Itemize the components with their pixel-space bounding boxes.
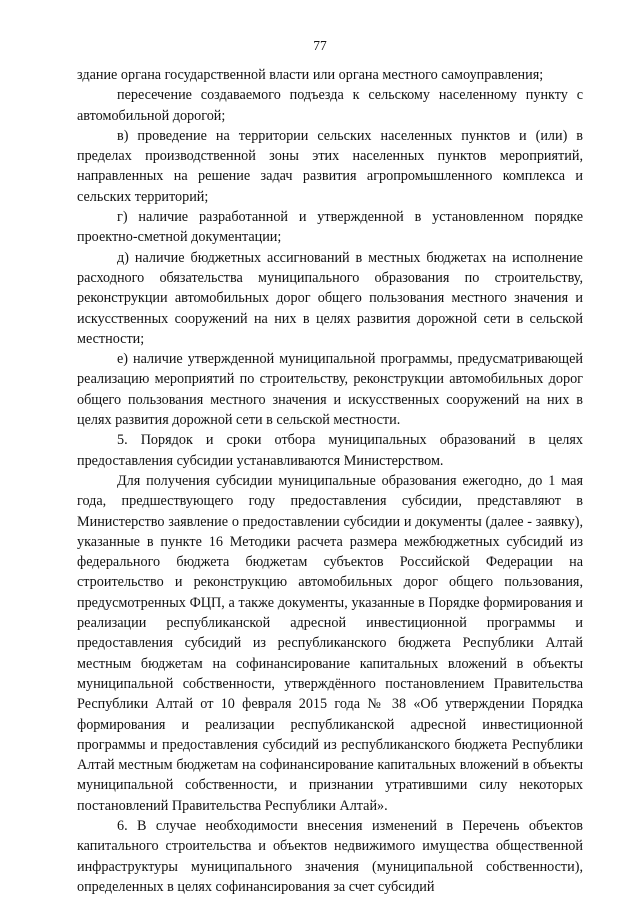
paragraph: 5. Порядок и сроки отбора муниципальных образований в целях предоставления субсидии устанавливаются Министерством.	[77, 432, 583, 469]
page-number: 77	[313, 38, 327, 53]
paragraph: е) наличие утвержденной муниципальной программы, предусматривающей реализацию мероприятий по строительству, реконструкции автомобильных дорог общего пользования местного значения и искусственных сооружений на них в целях развития дорожной сети в сельской местности.	[77, 351, 583, 429]
paragraph: Для получения субсидии муниципальные образования ежегодно, до 1 мая года, предшествующего году предоставления субсидии, представляют в Министерство заявление о предоставлении субсидии и документы (далее - заявку), указанные в пункте 16 Методики расчета размера межбюджетных субсидий из федерального бюджета бюджетам субъектов Российской Федерации на строительство и реконструкцию автомобильных дорог общего пользования, предусмотренных ФЦП, а также документы, указанные в Порядке формирования и реализации республиканской адресной инвестиционной программы и предоставления субсидий из республиканского бюджета Республики Алтай местным бюджетам на софинансирование капитальных вложений в объекты муниципальной собственности, утверждённого постановлением Правительства Республики Алтай от 10 февраля 2015 года № 38 «Об утверждении Порядка формирования и реализации республиканской адресной инвестиционной программы и предоставления субсидий из республиканского бюджета Республики Алтай местным бюджетам на софинансирование капитальных вложений в объекты муниципальной собственности, и признании утратившими силу некоторых постановлений Правительства Республики Алтай».	[77, 472, 583, 814]
paragraph: здание органа государственной власти или органа местного самоуправления;	[77, 67, 544, 83]
paragraph: пересечение создаваемого подъезда к сельскому населенному пункту с автомобильной дорогой;	[77, 87, 583, 124]
paragraph: д) наличие бюджетных ассигнований в местных бюджетах на исполнение расходного обязательства муниципального образования по строительству, реконструкции автомобильных дорог общего пользования местного значения и искусственных сооружений на них в целях развития дорожной сети в сельской местности;	[77, 249, 583, 347]
document-body	[77, 65, 583, 897]
paragraph: 6. В случае необходимости внесения изменений в Перечень объектов капитального строительства и объектов недвижимого имущества общественной инфраструктуры муниципального значения (муниципальной собственности), определенных в целях софинансирования за счет субсидий	[77, 817, 583, 895]
paragraph: в) проведение на территории сельских населенных пунктов и (или) в пределах производственной зоны этих населенных пунктов мероприятий, направленных на решение задач развития агропромышленного комплекса и сельских территорий;	[77, 127, 583, 205]
paragraph: г) наличие разработанной и утвержденной в установленном порядке проектно-сметной документации;	[77, 209, 583, 246]
